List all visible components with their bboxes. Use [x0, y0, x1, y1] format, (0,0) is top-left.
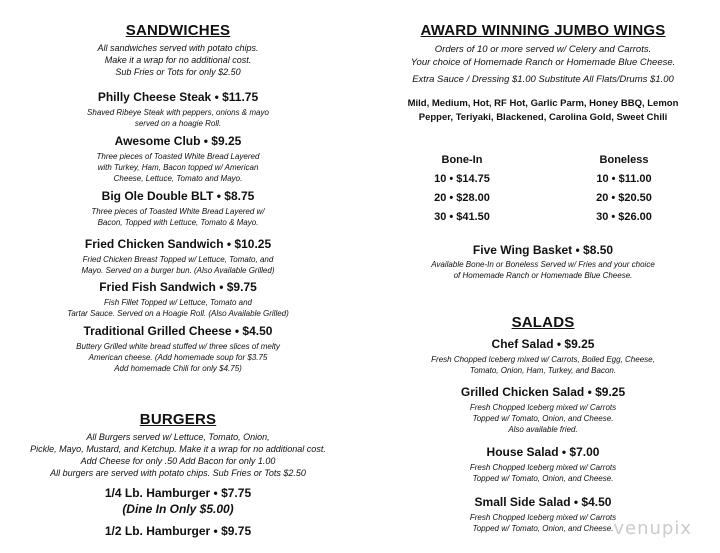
- menu-item-desc: Shaved Ribeye Steak with peppers, onions & mayo served on a hoagie Roll.: [87, 108, 269, 128]
- wings-intro: Orders of 10 or more served w/ Celery and Carrots. Your choice of Homemade Ranch or Homemade Blue Cheese.: [410, 44, 676, 68]
- menu-item-title: 1/4 Lb. Hamburger • $7.75: [104, 486, 252, 500]
- salads-heading: SALADS: [511, 314, 575, 331]
- menu-item-title: Chef Salad • $9.25: [491, 337, 595, 351]
- menu-item-title: Traditional Grilled Cheese • $4.50: [83, 324, 273, 338]
- menu-item-title: 1/2 Lb. Hamburger • $9.75: [104, 524, 252, 538]
- menu-item-desc: Fresh Chopped Iceberg mixed w/ Carrots Topped w/ Tomato, Onion, and Cheese.: [469, 513, 617, 533]
- menu-item-desc: Fresh Chopped Iceberg mixed w/ Carrots Topped w/ Tomato, Onion, and Cheese. Also available fried.: [469, 403, 617, 434]
- burgers-intro: All Burgers served w/ Lettuce, Tomato, Onion, Pickle, Mayo, Mustard, and Ketchup. Make it a wrap for no additional cost. Add Cheese for only .50 Add Bacon for only 1.00 All burgers are served with potato chips. Sub Fries or Tots $2.50: [30, 432, 326, 478]
- menu-item-desc: Fried Chicken Breast Topped w/ Lettuce, Tomato, and Mayo. Served on a burger bun. (Also Available Grilled): [81, 255, 275, 275]
- menu-item-title: Philly Cheese Steak • $11.75: [97, 90, 259, 104]
- menu-item-subtitle: (Dine In Only $5.00): [122, 502, 234, 516]
- menu-item-desc: Fresh Chopped Iceberg mixed w/ Carrots, Boiled Egg, Cheese, Tomato, Onion, Ham, Turkey, and Bacon.: [431, 355, 655, 375]
- menu-item-desc: Buttery Grilled white bread stuffed w/ three slices of melty American cheese. (Add homemade soup for $3.75 Add homemade Chili for only $4.75): [76, 342, 280, 373]
- burgers-heading: BURGERS: [139, 411, 217, 428]
- menu-item-title: Fried Fish Sandwich • $9.75: [99, 280, 257, 294]
- menu-item-title: Fried Chicken Sandwich • $10.25: [84, 237, 272, 251]
- menu-item-title: Grilled Chicken Salad • $9.25: [460, 385, 626, 399]
- wing-flavors: Mild, Medium, Hot, RF Hot, Garlic Parm, Honey BBQ, Lemon Pepper, Teriyaki, Blackened, Carolina Gold, Sweet Chili: [407, 98, 679, 123]
- wings-extra: Extra Sauce / Dressing $1.00 Substitute All Flats/Drums $1.00: [412, 74, 674, 85]
- menu-item-desc: Fresh Chopped Iceberg mixed w/ Carrots Topped w/ Tomato, Onion, and Cheese.: [469, 463, 617, 483]
- bone-in-prices: Bone-In 10 • $14.75 20 • $28.00 30 • $41.50: [422, 150, 502, 227]
- boneless-header: Boneless: [599, 154, 649, 166]
- sandwiches-intro: All sandwiches served with potato chips. Make it a wrap for no additional cost. Sub Fries or Tots for only $2.50: [97, 43, 259, 77]
- menu-item-title: House Salad • $7.00: [486, 445, 600, 459]
- wings-heading: AWARD WINNING JUMBO WINGS: [420, 22, 666, 39]
- watermark: venupix: [613, 518, 692, 539]
- boneless-prices: Boneless 10 • $11.00 20 • $20.50 30 • $26.00: [584, 150, 664, 227]
- bone-in-header: Bone-In: [441, 154, 483, 166]
- sandwiches-heading: SANDWICHES: [125, 22, 231, 39]
- menu-item-desc: Fish Fillet Topped w/ Lettuce, Tomato and Tartar Sauce. Served on a Hoagie Roll. (Also Available Grilled): [67, 298, 289, 318]
- menu-item-title: Small Side Salad • $4.50: [474, 495, 612, 509]
- menu-item-desc: Three pieces of Toasted White Bread Layered w/ Bacon, Topped with Lettuce, Tomato & Mayo.: [91, 207, 265, 227]
- menu-item-title: Five Wing Basket • $8.50: [472, 243, 614, 257]
- menu-item-title: Awesome Club • $9.25: [114, 134, 242, 148]
- menu-item-desc: Three pieces of Toasted White Bread Layered with Turkey, Ham, Bacon topped w/ American Cheese, Lettuce, Tomato and Mayo.: [96, 152, 260, 183]
- menu-item-title: Big Ole Double BLT • $8.75: [101, 189, 255, 203]
- menu-item-desc: Available Bone-In or Boneless Served w/ Fries and your choice of Homemade Ranch or Homemade Blue Cheese.: [431, 260, 655, 280]
